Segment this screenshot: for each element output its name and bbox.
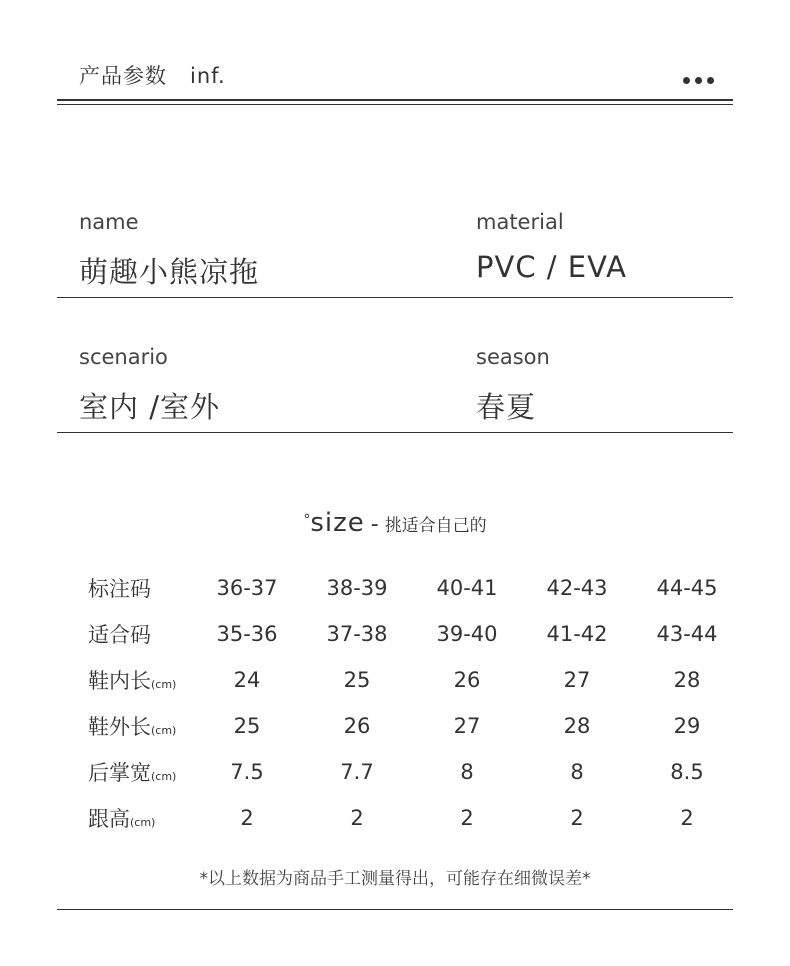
- size-cell: 24: [233, 668, 261, 692]
- size-table: [88, 565, 742, 841]
- size-cell: 29: [673, 714, 701, 738]
- size-row-header: [88, 795, 192, 841]
- size-cell: 2: [680, 806, 694, 830]
- spec-name-value: 萌趣小熊凉拖: [79, 255, 260, 289]
- size-cell: 38-39: [326, 576, 388, 600]
- page-title-cn: 产品参数: [79, 64, 167, 88]
- more-icon-dot: [707, 77, 714, 84]
- size-row-header-text: 后掌宽: [88, 761, 151, 785]
- degree-mark: °: [303, 512, 311, 528]
- size-row-header: [88, 565, 192, 611]
- size-table-row: [88, 565, 742, 611]
- size-cell: 7.7: [340, 760, 374, 784]
- size-cell: 36-37: [216, 576, 278, 600]
- size-cell: 44-45: [656, 576, 718, 600]
- page-title: [79, 60, 226, 90]
- size-cell: 28: [563, 714, 591, 738]
- size-row-header: [88, 703, 192, 749]
- more-icon-dot: [695, 77, 702, 84]
- size-cell: 2: [460, 806, 474, 830]
- size-row-unit: (cm): [151, 724, 177, 737]
- size-cell: 26: [453, 668, 481, 692]
- size-cell: 37-38: [326, 622, 388, 646]
- footer-divider: [57, 909, 733, 910]
- size-cell: 8: [570, 760, 584, 784]
- size-row-unit: (cm): [151, 770, 177, 783]
- size-cell: 27: [453, 714, 481, 738]
- size-row-header-text: 适合码: [88, 623, 151, 647]
- size-cell: 25: [343, 668, 371, 692]
- size-dash: -: [370, 512, 379, 537]
- size-title: size: [310, 508, 365, 538]
- size-cell: 28: [673, 668, 701, 692]
- size-heading: [0, 508, 790, 538]
- more-icon-dot: [683, 77, 690, 84]
- spec-scenario-label: scenario: [79, 345, 168, 369]
- size-cell: 41-42: [546, 622, 608, 646]
- size-cell: 39-40: [436, 622, 498, 646]
- spec-divider: [57, 432, 733, 433]
- size-table-row: [88, 795, 742, 841]
- header-divider-bottom: [57, 104, 733, 105]
- size-row-header: [88, 657, 192, 703]
- page-title-en: inf.: [190, 64, 226, 88]
- spec-name-label: name: [79, 210, 139, 234]
- size-row-header: [88, 611, 192, 657]
- size-table-row: [88, 657, 742, 703]
- size-subtitle: 挑适合自己的: [384, 516, 487, 536]
- spec-divider: [57, 297, 733, 298]
- size-cell: 2: [240, 806, 254, 830]
- size-cell: 27: [563, 668, 591, 692]
- size-cell: 7.5: [230, 760, 264, 784]
- size-row-header: [88, 749, 192, 795]
- size-cell: 2: [570, 806, 584, 830]
- more-icon[interactable]: [683, 77, 714, 84]
- size-row-header-text: 鞋外长: [88, 715, 151, 739]
- spec-material-label: material: [476, 210, 564, 234]
- spec-season-label: season: [476, 345, 550, 369]
- spec-season-value: 春夏: [476, 390, 537, 424]
- size-table-row: [88, 703, 742, 749]
- size-cell: 2: [350, 806, 364, 830]
- size-cell: 42-43: [546, 576, 608, 600]
- size-table-row: [88, 749, 742, 795]
- size-cell: 40-41: [436, 576, 498, 600]
- header-divider-top: [57, 99, 733, 101]
- size-row-header-text: 跟高: [88, 807, 130, 831]
- size-cell: 43-44: [656, 622, 718, 646]
- size-row-header-text: 鞋内长: [88, 669, 151, 693]
- size-row-unit: (cm): [130, 816, 156, 829]
- spec-scenario-value: 室内 /室外: [79, 390, 220, 424]
- measurement-note: *以上数据为商品手工测量得出，可能存在细微误差*: [199, 869, 591, 889]
- size-cell: 26: [343, 714, 371, 738]
- size-cell: 8.5: [670, 760, 704, 784]
- spec-material-value: PVC / EVA: [476, 250, 627, 284]
- size-cell: 35-36: [216, 622, 278, 646]
- size-cell: 25: [233, 714, 261, 738]
- size-cell: 8: [460, 760, 474, 784]
- size-row-unit: (cm): [151, 678, 177, 691]
- size-row-header-text: 标注码: [88, 577, 151, 601]
- size-table-row: [88, 611, 742, 657]
